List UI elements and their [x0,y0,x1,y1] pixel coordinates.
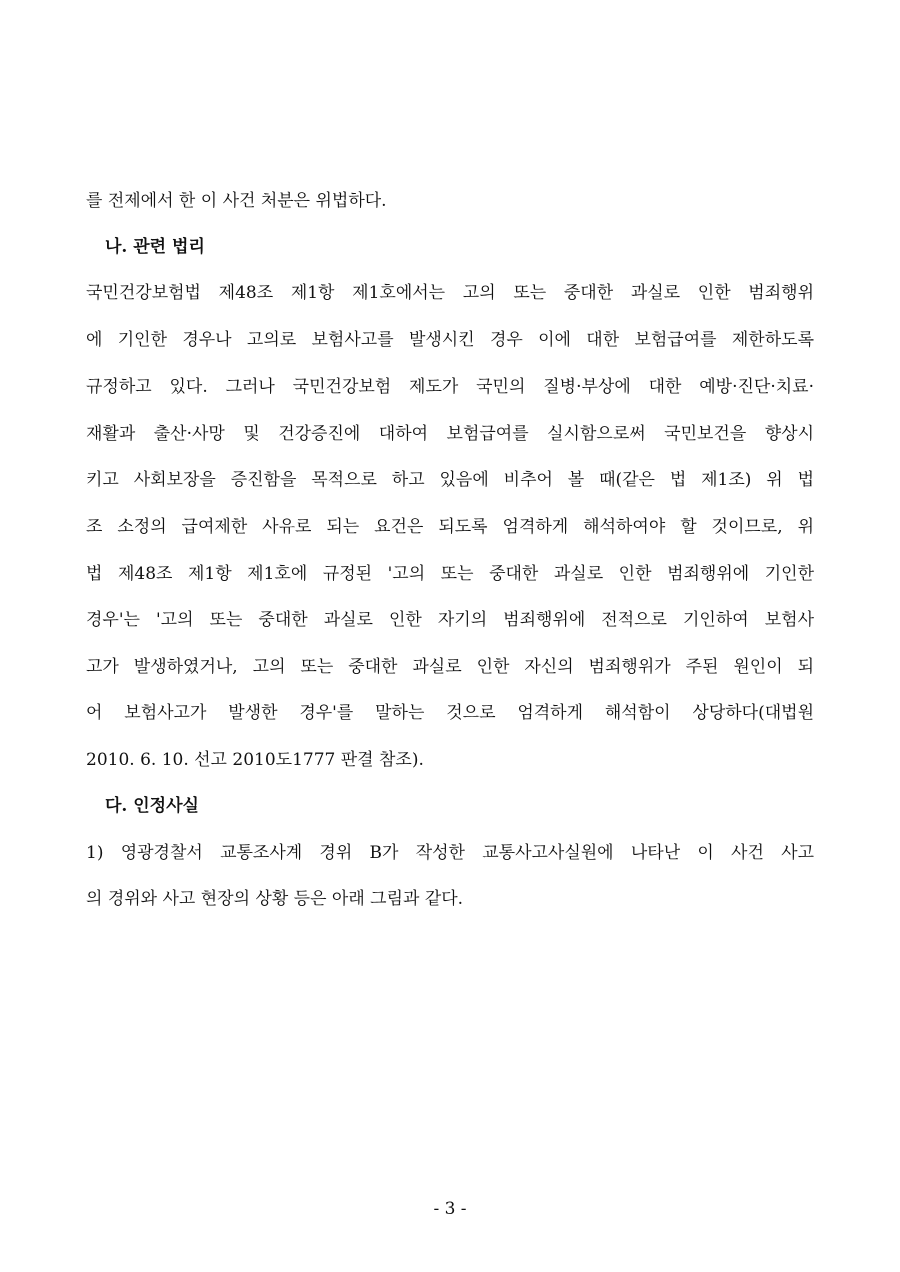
paragraph-line: 어 보험사고가 발생한 경우'를 말하는 것으로 엄격하게 해석함이 상당하다(대법원 [86,703,814,723]
paragraph-line: 법 제48조 제1항 제1호에 규정된 '고의 또는 중대한 과실로 인한 범죄행위에 기인한 [86,564,814,584]
paragraph-line: 재활과 출산·사망 및 건강증진에 대하여 보험급여를 실시함으로써 국민보건을 향상시 [86,424,814,444]
section-heading-found-facts: 다. 인정사실 [105,796,199,816]
page-number: - 3 - [433,1199,467,1219]
paragraph-line: 고가 발생하였거나, 고의 또는 중대한 과실로 인한 자신의 범죄행위가 주된 원인이 되 [86,657,814,677]
paragraph-line: 규정하고 있다. 그러나 국민건강보험 제도가 국민의 질병·부상에 대한 예방·진단·치료· [86,377,814,397]
paragraph-line: 경우'는 '고의 또는 중대한 과실로 인한 자기의 범죄행위에 전적으로 기인하여 보험사 [86,610,814,630]
paragraph-line: 조 소정의 급여제한 사유로 되는 요건은 되도록 엄격하게 해석하여야 할 것이므로, 위 [86,517,814,537]
paragraph-line: 키고 사회보장을 증진함을 목적으로 하고 있음에 비추어 볼 때(같은 법 제1조) 위 법 [86,470,814,490]
continuation-line: 를 전제에서 한 이 사건 처분은 위법하다. [86,191,387,211]
section-heading-legal-principles: 나. 관련 법리 [105,237,205,257]
paragraph-line: 의 경위와 사고 현장의 상황 등은 아래 그림과 같다. [86,889,464,909]
paragraph-line: 1) 영광경찰서 교통조사계 경위 B가 작성한 교통사고사실원에 나타난 이 사건 사고 [86,843,814,863]
paragraph-line: 에 기인한 경우나 고의로 보험사고를 발생시킨 경우 이에 대한 보험급여를 제한하도록 [86,330,814,350]
paragraph-line: 국민건강보험법 제48조 제1항 제1호에서는 고의 또는 중대한 과실로 인한 범죄행위 [86,283,814,303]
paragraph-line: 2010. 6. 10. 선고 2010도1777 판결 참조). [86,750,424,770]
